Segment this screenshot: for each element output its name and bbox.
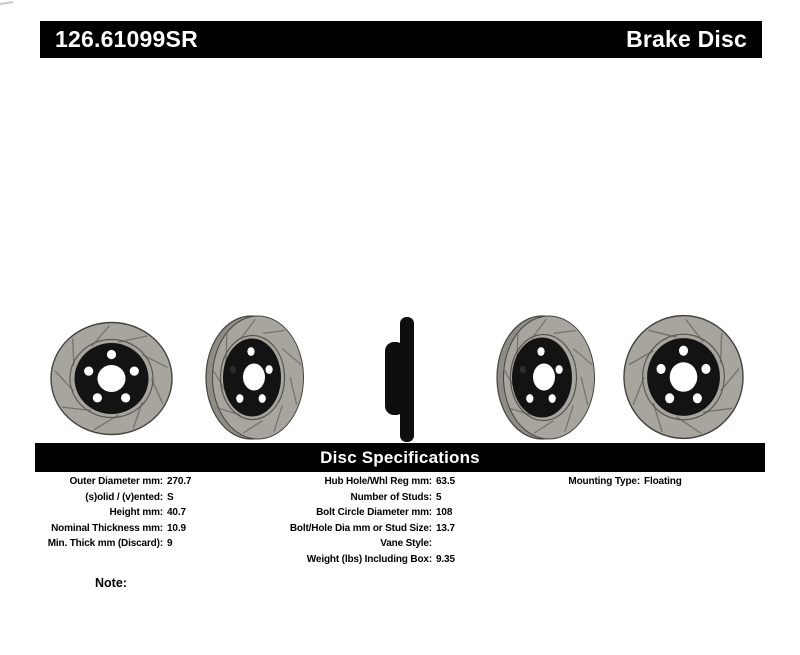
spec-label: Number of Studs:: [350, 491, 432, 503]
spec-value: 9.35: [436, 553, 455, 565]
spec-value: 10.9: [167, 522, 186, 534]
part-number: 126.61099SR: [55, 26, 198, 52]
spec-value: Floating: [644, 476, 682, 487]
spec-label: Nominal Thickness mm:: [51, 522, 163, 534]
spec-value: 9: [167, 538, 173, 549]
spec-value: 40.7: [167, 507, 186, 518]
spec-label: Vane Style:: [380, 538, 432, 549]
spec-label: Min. Thick mm (Discard):: [47, 538, 163, 549]
spec-value: 63.5: [436, 476, 455, 487]
spec-value: [436, 536, 455, 552]
spec-label: Hub Hole/Whl Reg mm:: [324, 476, 432, 487]
spec-value: 5: [436, 491, 442, 503]
spec-banner-title: Disc Specifications: [320, 447, 480, 467]
spec-label: (s)olid / (v)ented:: [85, 491, 163, 503]
brake-disc-front-view-icon: [49, 321, 174, 436]
header-bar: [40, 21, 762, 58]
spec-banner: [35, 443, 765, 472]
scan-artifact-mark: [0, 1, 13, 5]
spec-value: 270.7: [167, 476, 192, 487]
spec-label: Bolt/Hole Dia mm or Stud Size:: [289, 522, 432, 534]
brake-disc-front-view-mirrored-icon: [622, 314, 745, 440]
spec-label: Outer Diameter mm:: [69, 476, 163, 487]
spec-label: Bolt Circle Diameter mm:: [316, 507, 432, 518]
spec-column-left: [40, 474, 191, 552]
spec-label: Weight (lbs) Including Box:: [306, 553, 432, 565]
spec-label: Height mm:: [109, 507, 163, 518]
brake-disc-three-quarter-view-icon: [205, 314, 305, 441]
spec-column-right: [540, 474, 682, 490]
spec-column-middle: [285, 474, 455, 567]
brake-disc-three-quarter-rear-view-icon: [496, 314, 596, 441]
spec-value: 13.7: [436, 522, 455, 534]
note-label: Note:: [95, 576, 127, 590]
spec-label: Mounting Type:: [568, 476, 640, 487]
spec-value: 108: [436, 507, 453, 518]
brake-disc-edge-profile-icon: [384, 316, 418, 443]
product-type-title: Brake Disc: [626, 26, 747, 52]
spec-value: S: [167, 491, 174, 503]
